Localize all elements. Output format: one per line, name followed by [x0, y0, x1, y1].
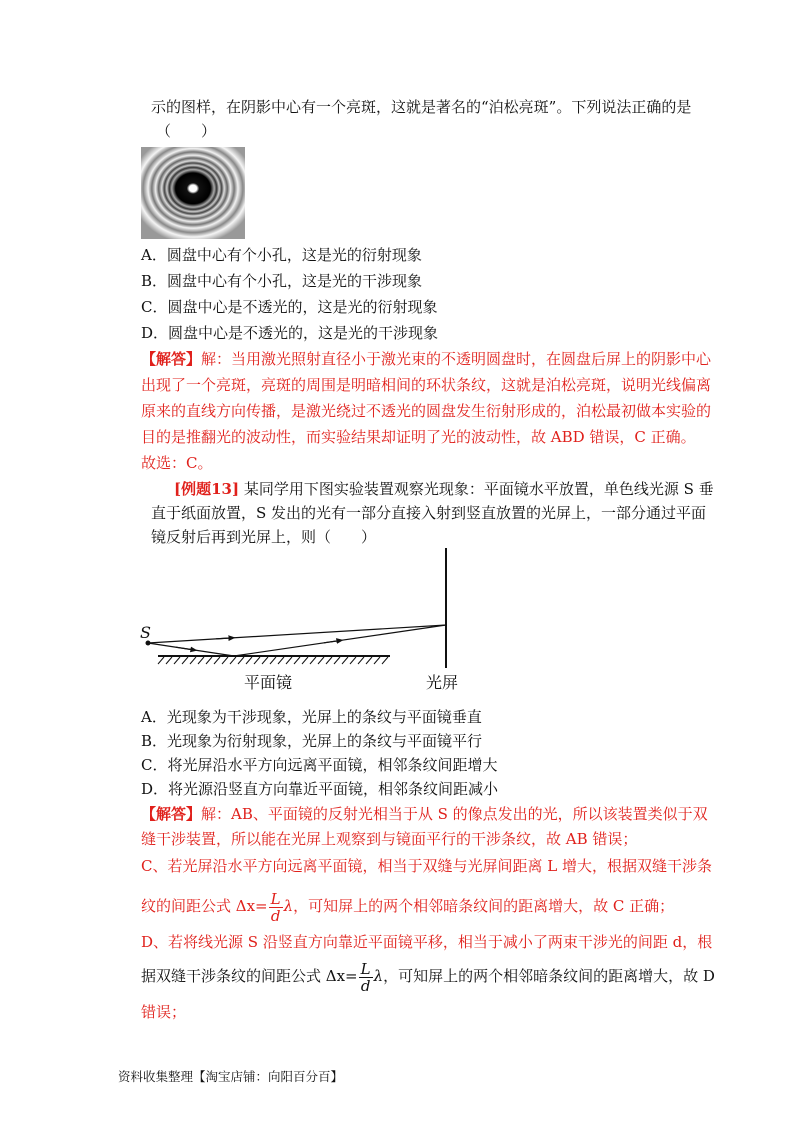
- q13-answer-line4: [141, 888, 674, 924]
- q12-answer-line4: 目的是推翻光的波动性，而实验结果却证明了光的波动性，故 ABD 错误，C 正确。: [141, 428, 696, 446]
- q12-option-c: C．圆盘中心是不透光的，这是光的衍射现象: [141, 298, 438, 316]
- q13-tag: [例题13]: [174, 480, 240, 498]
- fraction-numerator: L: [270, 889, 281, 908]
- lambda-symbol: λ: [373, 967, 384, 985]
- q13-stem-text: 某同学用下图实验装置观察光现象：平面镜水平放置，单色线光源 S 垂: [243, 480, 714, 498]
- fraction-numerator: L: [360, 959, 371, 978]
- source-label: S: [140, 623, 151, 642]
- mirror-hatch: [158, 657, 388, 664]
- q13-stem-line2: 直于纸面放置，S 发出的光有一部分直接入射到竖直放置的光屏上，一部分通过平面: [151, 504, 707, 522]
- answer-tag: 【解答】: [141, 350, 202, 368]
- q13-answer-line5: D、若将线光源 S 沿竖直方向靠近平面镜平移，相当于减小了两束干涉光的间距 d，根: [141, 933, 713, 951]
- lambda-symbol: λ: [283, 897, 294, 915]
- q13-answer-line3: C、若光屏沿水平方向远离平面镜，相当于双缝与光屏间距离 L 增大，根据双缝干涉条: [141, 857, 712, 875]
- q12-choice: 故选：C。: [141, 454, 213, 472]
- incident-ray-arrow: [176, 647, 194, 650]
- q12-option-b: B．圆盘中心有个小孔，这是光的干涉现象: [141, 272, 423, 290]
- q12-stem-line1: 示的图样，在阴影中心有一个亮斑，这就是著名的“泊松亮斑”。下列说法正确的是: [151, 98, 692, 116]
- q12-answer-line3: 原来的直线方向传播，是激光绕过不透光的圆盘发生衍射形成的，泊松最初做本实验的: [141, 402, 712, 420]
- screen-label: 光屏: [426, 673, 459, 692]
- answer-text: 解：AB、平面镜的反射光相当于从 S 的像点发出的光，所以该装置类似于双: [201, 805, 708, 823]
- q13-option-a: A．光现象为干涉现象，光屏上的条纹与平面镜垂直: [141, 708, 482, 726]
- direct-ray-arrow: [216, 638, 232, 639]
- q13-option-b: B．光现象为衍射现象，光屏上的条纹与平面镜平行: [141, 732, 483, 750]
- q13-answer-line2: 缝干涉装置，所以能在光屏上观察到与镜面平行的干涉条纹，故 AB 错误；: [141, 830, 638, 848]
- formula-prefix: 据双缝干涉条纹的间距公式 Δx=: [141, 967, 358, 985]
- q13-stem-line1: [174, 478, 714, 500]
- q12-answer-line1: [141, 348, 711, 370]
- direct-ray: [148, 625, 446, 643]
- fraction-l-over-d: [359, 961, 373, 994]
- answer-tag: 【解答】: [141, 805, 202, 823]
- reflected-ray-arrow: [324, 641, 340, 643]
- answer-text: 解：当用激光照射直径小于激光束的不透明圆盘时，在圆盘后屏上的阴影中心: [201, 350, 712, 368]
- mirror-label: 平面镜: [244, 673, 293, 692]
- q12-stem-blank: （ ）: [156, 122, 217, 140]
- q13-answer-line7: 错误；: [141, 1003, 187, 1021]
- fraction-l-over-d: [269, 891, 283, 924]
- formula-suffix: ，可知屏上的两个相邻暗条纹间的距离增大，故 C 正确；: [293, 897, 675, 915]
- fraction-denominator: d: [270, 906, 281, 925]
- q13-answer-line1: [141, 803, 708, 825]
- formula-prefix: 纹的间距公式 Δx=: [141, 897, 268, 915]
- formula-suffix: ，可知屏上的两个相邻暗条纹间的距离增大，故 D: [383, 967, 715, 985]
- q13-option-c: C．将光屏沿水平方向远离平面镜，相邻条纹间距增大: [141, 756, 498, 774]
- q13-option-d: D．将光源沿竖直方向靠近平面镜，相邻条纹间距减小: [141, 780, 499, 798]
- poisson-spot-image: [141, 147, 245, 239]
- page-footer: 资料收集整理【淘宝店铺：向阳百分百】: [118, 1069, 344, 1084]
- q13-stem-line3: 镜反射后再到光屏上，则（ ）: [151, 528, 377, 546]
- q12-option-a: A．圆盘中心有个小孔，这是光的衍射现象: [141, 246, 422, 264]
- q12-answer-line2: 出现了一个亮斑，亮斑的周围是明暗相间的环状条纹，这就是泊松亮斑，说明光线偏离: [141, 376, 712, 394]
- fraction-denominator: d: [360, 976, 371, 995]
- lloyd-mirror-diagram: [136, 540, 476, 700]
- q12-option-d: D．圆盘中心是不透光的，这是光的干涉现象: [141, 324, 439, 342]
- q13-answer-line6: [141, 958, 715, 994]
